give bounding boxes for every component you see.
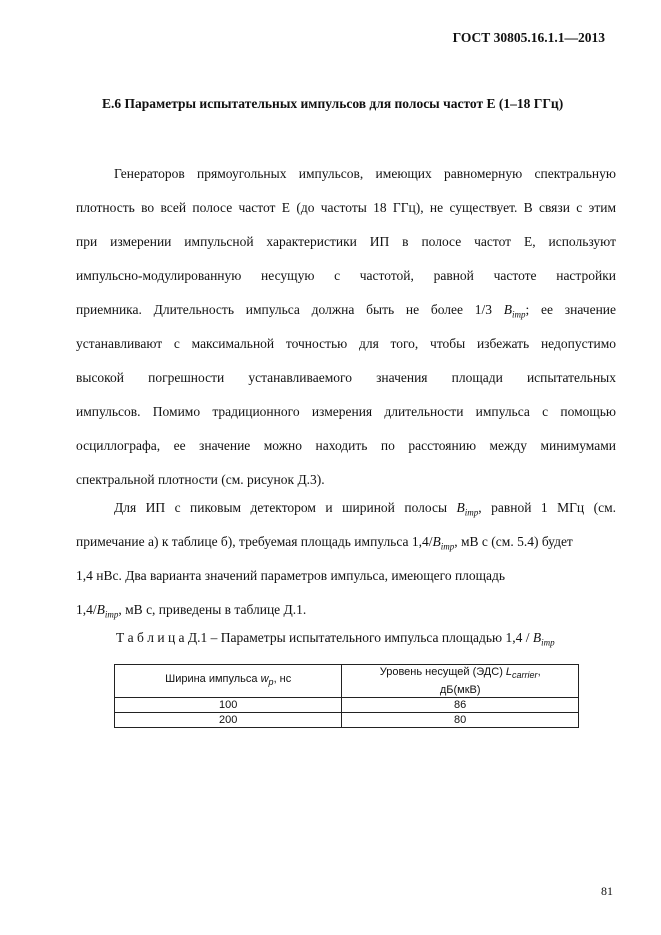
symbol-w: w [260, 673, 269, 686]
text-fragment: ; ее значение [525, 302, 617, 317]
header-text: Уровень несущей (ЭДС) [379, 666, 506, 679]
parameters-table [114, 664, 579, 728]
symbol-L: L [505, 666, 513, 679]
subscript: carrier [512, 670, 538, 681]
text-fragment: примечание а) к таблице б), требуемая площадь импульса 1,4/ [76, 534, 433, 549]
text-fragment: , мВ с (см. 5.4) будет [454, 534, 573, 549]
text-line: 1,4 нВс. Два варианта значений параметров импульса, имеющего площадь [76, 568, 506, 583]
header-text: Ширина импульса [165, 673, 261, 686]
symbol-B: B [503, 302, 513, 317]
subscript: imp [512, 309, 526, 320]
table-row [115, 698, 579, 713]
paragraph-2 [76, 491, 616, 627]
text-line: плотность во всей полосе частот Е (до частоты 18 ГГц), не существует. В связи с этим [76, 200, 616, 215]
header-unit: дБ(мкВ) [439, 683, 481, 696]
header-text: , [537, 666, 541, 679]
text-line: спектральной плотности (см. рисунок Д.3). [76, 472, 325, 487]
subscript: imp [440, 541, 455, 552]
header-text: , нс [273, 673, 292, 686]
symbol-B: B [532, 630, 542, 645]
subscript: imp [541, 637, 555, 648]
page-number: 81 [601, 884, 613, 898]
cell-pulse-width: 100 [115, 698, 342, 713]
table-caption [116, 630, 555, 648]
text-fragment: , мВ с, приведены в таблице Д.1. [118, 602, 307, 617]
symbol-B: B [456, 500, 465, 515]
symbol-B: B [96, 602, 105, 617]
column-header-carrier-level [342, 665, 579, 698]
section-title: Е.6 Параметры испытательных импульсов для полосы частот Е (1–18 ГГц) [102, 96, 564, 111]
text-line: осциллографа, ее значение можно находить по расстоянию между минимумами [76, 438, 616, 453]
text-line: Генераторов прямоугольных импульсов, имеющих равномерную спектральную [114, 166, 616, 181]
text-line [76, 491, 616, 525]
table-header-row [115, 665, 579, 698]
subscript: imp [104, 609, 119, 620]
cell-carrier-level: 80 [342, 713, 579, 728]
text-line: импульсов. Помимо традиционного измерения длительности импульса с помощью [76, 404, 616, 419]
text-line: устанавливают с максимальной точностью для того, чтобы избежать недопустимо [76, 336, 616, 351]
text-fragment: 1,4/ [76, 602, 97, 617]
paragraph-1 [76, 157, 616, 497]
subscript: imp [464, 507, 479, 518]
caption-text: Т а б л и ц а Д.1 – Параметры испытательного импульса площадью 1,4 / [116, 630, 533, 645]
text-fragment: , равной 1 МГц (см. [478, 500, 616, 515]
text-line: импульсно-модулированную несущую с частотой, равной частоте настройки [76, 268, 616, 283]
column-header-pulse-width [115, 665, 342, 698]
table-row [115, 713, 579, 728]
text-fragment: приемника. Длительность импульса должна быть не более 1/3 [76, 302, 493, 317]
subscript: p [268, 677, 274, 688]
text-line: высокой погрешности устанавливаемого значения площади испытательных [76, 370, 616, 385]
text-line [76, 293, 616, 327]
cell-pulse-width: 200 [115, 713, 342, 728]
document-header: ГОСТ 30805.16.1.1—2013 [452, 30, 605, 45]
symbol-B: B [432, 534, 441, 549]
text-line [76, 593, 616, 627]
text-line: при измерении импульсной характеристики ИП в полосе частот Е, используют [76, 234, 616, 249]
text-line [76, 525, 616, 559]
text-fragment: Для ИП с пиковым детектором и шириной полосы [114, 500, 448, 515]
cell-carrier-level: 86 [342, 698, 579, 713]
